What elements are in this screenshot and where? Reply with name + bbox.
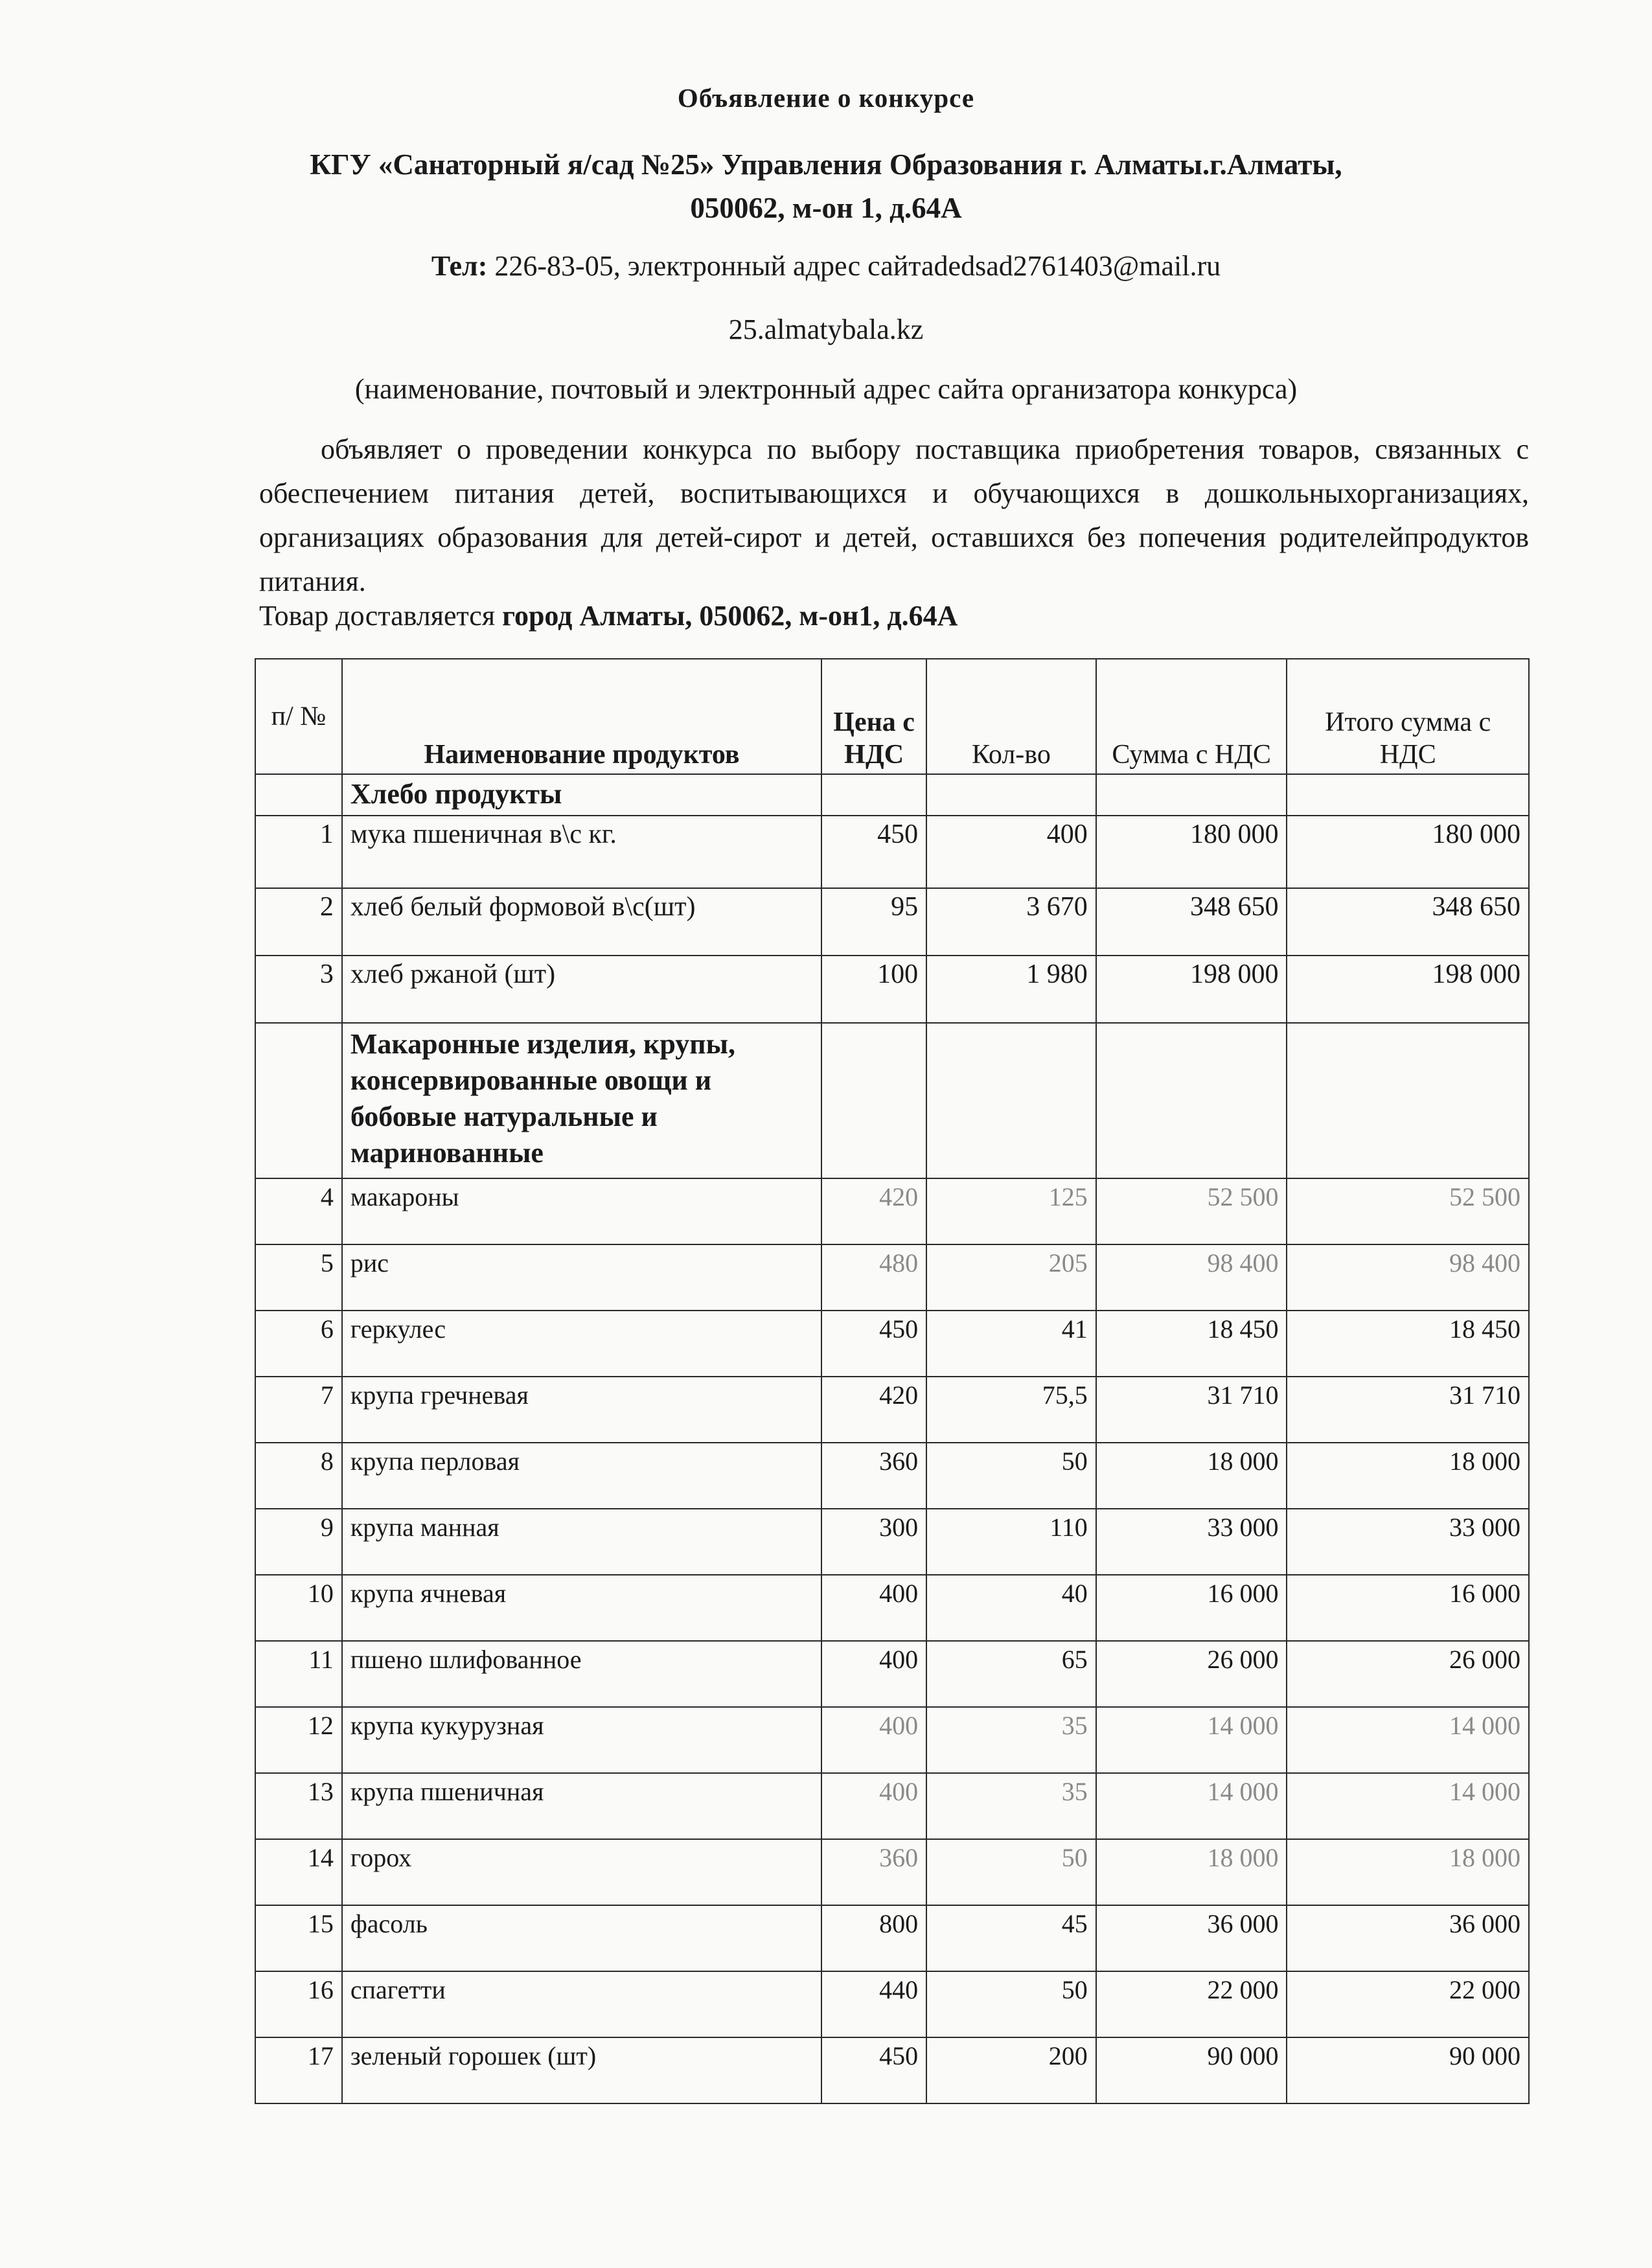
total-cell: 22 000: [1287, 1971, 1529, 2037]
total-cell: 33 000: [1287, 1509, 1529, 1575]
qty-cell: 3 670: [926, 888, 1096, 956]
header-qty: Кол-во: [926, 659, 1096, 774]
product-name: фасоль: [342, 1905, 821, 1971]
section-empty-cell: [255, 1023, 342, 1178]
table-row: [255, 1377, 1529, 1443]
section-empty-cell: [1096, 1023, 1287, 1178]
price-cell: 100: [821, 956, 926, 1023]
table-row: [255, 888, 1529, 956]
sum-cell: 198 000: [1096, 956, 1287, 1023]
qty-cell: 125: [926, 1178, 1096, 1244]
section-empty-cell: [821, 1023, 926, 1178]
qty-cell: 400: [926, 816, 1096, 888]
price-cell: 800: [821, 1905, 926, 1971]
row-number: 8: [255, 1443, 342, 1509]
product-name: пшено шлифованное: [342, 1641, 821, 1707]
product-name: зеленый горошек (шт): [342, 2037, 821, 2103]
sum-cell: 18 000: [1096, 1443, 1287, 1509]
table-header-row: [255, 659, 1529, 774]
total-cell: 31 710: [1287, 1377, 1529, 1443]
total-cell: 90 000: [1287, 2037, 1529, 2103]
product-name: крупа ячневая: [342, 1575, 821, 1641]
product-name: горох: [342, 1839, 821, 1905]
sum-cell: 14 000: [1096, 1773, 1287, 1839]
tel-and-email: 226-83-05, электронный адрес сайтаdedsad2761403@mail.ru: [487, 250, 1221, 282]
table-row: [255, 1575, 1529, 1641]
announcement-paragraph: объявляет о проведении конкурса по выбору поставщика приобретения товаров, связанных с обеспечением питания детей, воспитывающихся и обучающихся в дошкольныхорганизациях, организациях образования для детей-сирот и детей, оставшихся без попечения родителейпродуктов питания.: [259, 433, 1529, 597]
row-number: 3: [255, 956, 342, 1023]
total-cell: 18 450: [1287, 1311, 1529, 1377]
product-name: мука пшеничная в\с кг.: [342, 816, 821, 888]
sum-cell: 52 500: [1096, 1178, 1287, 1244]
header-price: Цена с НДС: [821, 659, 926, 774]
row-number: 5: [255, 1244, 342, 1311]
table-row: [255, 1509, 1529, 1575]
table-row: [255, 1244, 1529, 1311]
qty-cell: 40: [926, 1575, 1096, 1641]
table-row: [255, 1773, 1529, 1839]
product-name: спагетти: [342, 1971, 821, 2037]
row-number: 2: [255, 888, 342, 956]
sum-cell: 22 000: [1096, 1971, 1287, 2037]
product-name: крупа перловая: [342, 1443, 821, 1509]
table-row: [255, 1971, 1529, 2037]
header-total: Итого сумма с НДС: [1287, 659, 1529, 774]
product-name: крупа кукурузная: [342, 1707, 821, 1773]
price-cell: 400: [821, 1707, 926, 1773]
qty-cell: 50: [926, 1971, 1096, 2037]
sum-cell: 26 000: [1096, 1641, 1287, 1707]
product-name: хлеб ржаной (шт): [342, 956, 821, 1023]
sum-cell: 98 400: [1096, 1244, 1287, 1311]
product-name: геркулес: [342, 1311, 821, 1377]
row-number: 16: [255, 1971, 342, 2037]
sum-cell: 33 000: [1096, 1509, 1287, 1575]
table-row: [255, 816, 1529, 888]
price-cell: 420: [821, 1377, 926, 1443]
product-name: крупа гречневая: [342, 1377, 821, 1443]
product-name: крупа пшеничная: [342, 1773, 821, 1839]
contact-line: [0, 249, 1652, 282]
website: 25.almatybala.kz: [728, 314, 924, 345]
qty-cell: 50: [926, 1839, 1096, 1905]
qty-cell: 35: [926, 1707, 1096, 1773]
price-cell: 360: [821, 1443, 926, 1509]
row-number: 10: [255, 1575, 342, 1641]
table-row: [255, 1443, 1529, 1509]
price-cell: 450: [821, 1311, 926, 1377]
price-cell: 400: [821, 1773, 926, 1839]
qty-cell: 75,5: [926, 1377, 1096, 1443]
sum-cell: 14 000: [1096, 1707, 1287, 1773]
sum-cell: 180 000: [1096, 816, 1287, 888]
product-name: рис: [342, 1244, 821, 1311]
products-table: [255, 658, 1530, 2104]
price-cell: 440: [821, 1971, 926, 2037]
header-num: п/ №: [255, 659, 342, 774]
announcement-title: Объявление о конкурсе: [677, 83, 975, 113]
organization-name: КГУ «Санаторный я/сад №25» Управления Образования г. Алматы.г.Алматы,: [310, 148, 1342, 181]
row-number: 4: [255, 1178, 342, 1244]
total-cell: 348 650: [1287, 888, 1529, 956]
section-empty-cell: [255, 774, 342, 816]
total-cell: 26 000: [1287, 1641, 1529, 1707]
total-cell: 198 000: [1287, 956, 1529, 1023]
qty-cell: 110: [926, 1509, 1096, 1575]
table-row: [255, 2037, 1529, 2103]
product-name: макароны: [342, 1178, 821, 1244]
section-title: Хлебо продукты: [342, 774, 821, 816]
total-cell: 98 400: [1287, 1244, 1529, 1311]
total-cell: 36 000: [1287, 1905, 1529, 1971]
price-cell: 360: [821, 1839, 926, 1905]
section-empty-cell: [926, 1023, 1096, 1178]
qty-cell: 41: [926, 1311, 1096, 1377]
delivery-address: город Алматы, 050062, м-он1, д.64А: [502, 600, 958, 632]
delivery-line: [259, 599, 958, 632]
tel-label: Тел:: [431, 250, 488, 282]
qty-cell: 65: [926, 1641, 1096, 1707]
price-cell: 400: [821, 1641, 926, 1707]
row-number: 14: [255, 1839, 342, 1905]
sum-cell: 18 450: [1096, 1311, 1287, 1377]
row-number: 1: [255, 816, 342, 888]
qty-cell: 50: [926, 1443, 1096, 1509]
product-name: хлеб белый формовой в\с(шт): [342, 888, 821, 956]
qty-cell: 45: [926, 1905, 1096, 1971]
sum-cell: 31 710: [1096, 1377, 1287, 1443]
sum-cell: 348 650: [1096, 888, 1287, 956]
total-cell: 52 500: [1287, 1178, 1529, 1244]
section-empty-cell: [821, 774, 926, 816]
sum-cell: 90 000: [1096, 2037, 1287, 2103]
price-cell: 95: [821, 888, 926, 956]
total-cell: 16 000: [1287, 1575, 1529, 1641]
table-row: [255, 1839, 1529, 1905]
product-name: крупа манная: [342, 1509, 821, 1575]
header-name: Наименование продуктов: [342, 659, 821, 774]
section-empty-cell: [1096, 774, 1287, 816]
price-cell: 480: [821, 1244, 926, 1311]
table-row: [255, 1641, 1529, 1707]
organizer-note: (наименование, почтовый и электронный адрес сайта организатора конкурса): [354, 373, 1298, 405]
total-cell: 14 000: [1287, 1773, 1529, 1839]
row-number: 7: [255, 1377, 342, 1443]
price-cell: 420: [821, 1178, 926, 1244]
qty-cell: 205: [926, 1244, 1096, 1311]
header-sum: Сумма с НДС: [1096, 659, 1287, 774]
row-number: 11: [255, 1641, 342, 1707]
section-empty-cell: [1287, 1023, 1529, 1178]
section-title: Макаронные изделия, крупы, консервированные овощи и бобовые натуральные и маринованные: [342, 1023, 821, 1178]
sum-cell: 36 000: [1096, 1905, 1287, 1971]
table-row: [255, 956, 1529, 1023]
section-row: [255, 1023, 1529, 1178]
sum-cell: 18 000: [1096, 1839, 1287, 1905]
section-row: [255, 774, 1529, 816]
row-number: 17: [255, 2037, 342, 2103]
section-empty-cell: [1287, 774, 1529, 816]
total-cell: 180 000: [1287, 816, 1529, 888]
qty-cell: 200: [926, 2037, 1096, 2103]
delivery-prefix: Товар доставляется: [259, 600, 503, 632]
table-row: [255, 1905, 1529, 1971]
sum-cell: 16 000: [1096, 1575, 1287, 1641]
row-number: 13: [255, 1773, 342, 1839]
price-cell: 400: [821, 1575, 926, 1641]
row-number: 12: [255, 1707, 342, 1773]
row-number: 9: [255, 1509, 342, 1575]
price-cell: 450: [821, 816, 926, 888]
table-row: [255, 1707, 1529, 1773]
total-cell: 14 000: [1287, 1707, 1529, 1773]
price-cell: 450: [821, 2037, 926, 2103]
row-number: 6: [255, 1311, 342, 1377]
qty-cell: 1 980: [926, 956, 1096, 1023]
price-cell: 300: [821, 1509, 926, 1575]
organization-address: 050062, м-он 1, д.64А: [690, 192, 962, 224]
row-number: 15: [255, 1905, 342, 1971]
qty-cell: 35: [926, 1773, 1096, 1839]
total-cell: 18 000: [1287, 1443, 1529, 1509]
table-body: [255, 774, 1529, 2103]
total-cell: 18 000: [1287, 1839, 1529, 1905]
table-row: [255, 1178, 1529, 1244]
section-empty-cell: [926, 774, 1096, 816]
table-row: [255, 1311, 1529, 1377]
